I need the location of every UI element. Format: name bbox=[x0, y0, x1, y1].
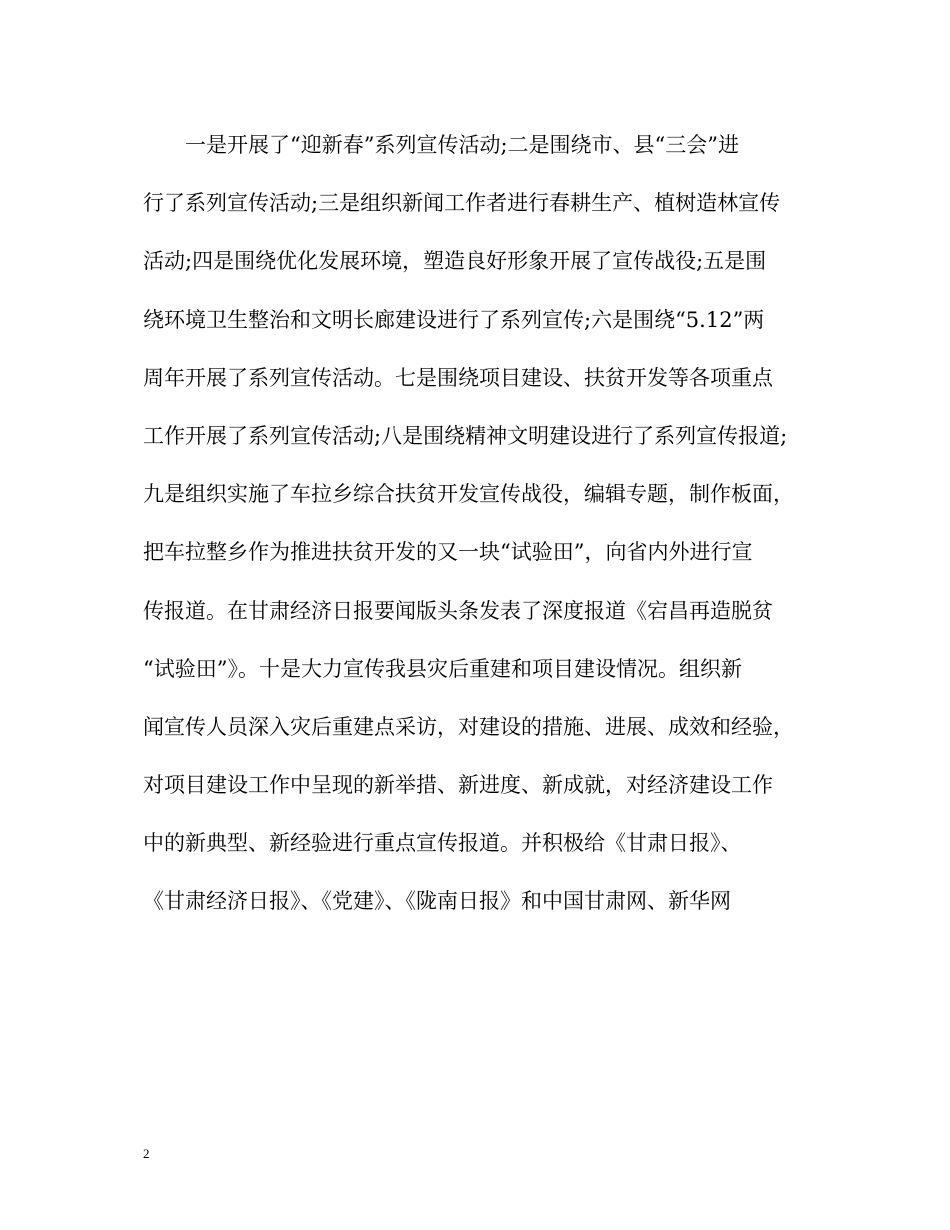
text-line: 传报道。在甘肃经济日报要闻版头条发表了深度报道《宕昌再造脱贫 bbox=[143, 598, 773, 623]
body-text bbox=[143, 122, 823, 937]
text-line: 行了系列宣传活动;三是组织新闻工作者进行春耕生产、植树造林宣传 bbox=[143, 191, 781, 216]
text-line: 工作开展了系列宣传活动;八是围绕精神文明建设进行了系列宣传报道; bbox=[143, 423, 788, 448]
text-line: 绕环境卫生整治和文明长廊建设进行了系列宣传;六是围绕“5.12”两 bbox=[143, 307, 765, 332]
text-line: “试验田”》。十是大力宣传我县灾后重建和项目建设情况。组织新 bbox=[143, 656, 742, 681]
page-number: 2 bbox=[143, 1146, 150, 1161]
text-line: 把车拉整乡作为推进扶贫开发的又一块“试验田”，向省内外进行宣 bbox=[143, 540, 753, 565]
text-line: 《甘肃经济日报》、《党建》、《陇南日报》和中国甘肃网、新华网 bbox=[143, 889, 731, 914]
text-line: 周年开展了系列宣传活动。七是围绕项目建设、扶贫开发等各项重点 bbox=[143, 365, 773, 390]
text-line: 对项目建设工作中呈现的新举措、新进度、新成就，对经济建设工作 bbox=[143, 773, 773, 798]
text-line: 中的新典型、新经验进行重点宣传报道。并积极给《甘肃日报》、 bbox=[143, 831, 742, 856]
text-line: 活动;四是围绕优化发展环境，塑造良好形象开展了宣传战役;五是围 bbox=[143, 249, 767, 274]
text-line: 九是组织实施了车拉乡综合扶贫开发宣传战役，编辑专题，制作板面， bbox=[143, 482, 794, 507]
text-line: 一是开展了“迎新春”系列宣传活动;二是围绕市、县“三会”进 bbox=[143, 133, 740, 157]
text-line: 闻宣传人员深入灾后重建点采访，对建设的措施、进展、成效和经验， bbox=[143, 714, 794, 739]
